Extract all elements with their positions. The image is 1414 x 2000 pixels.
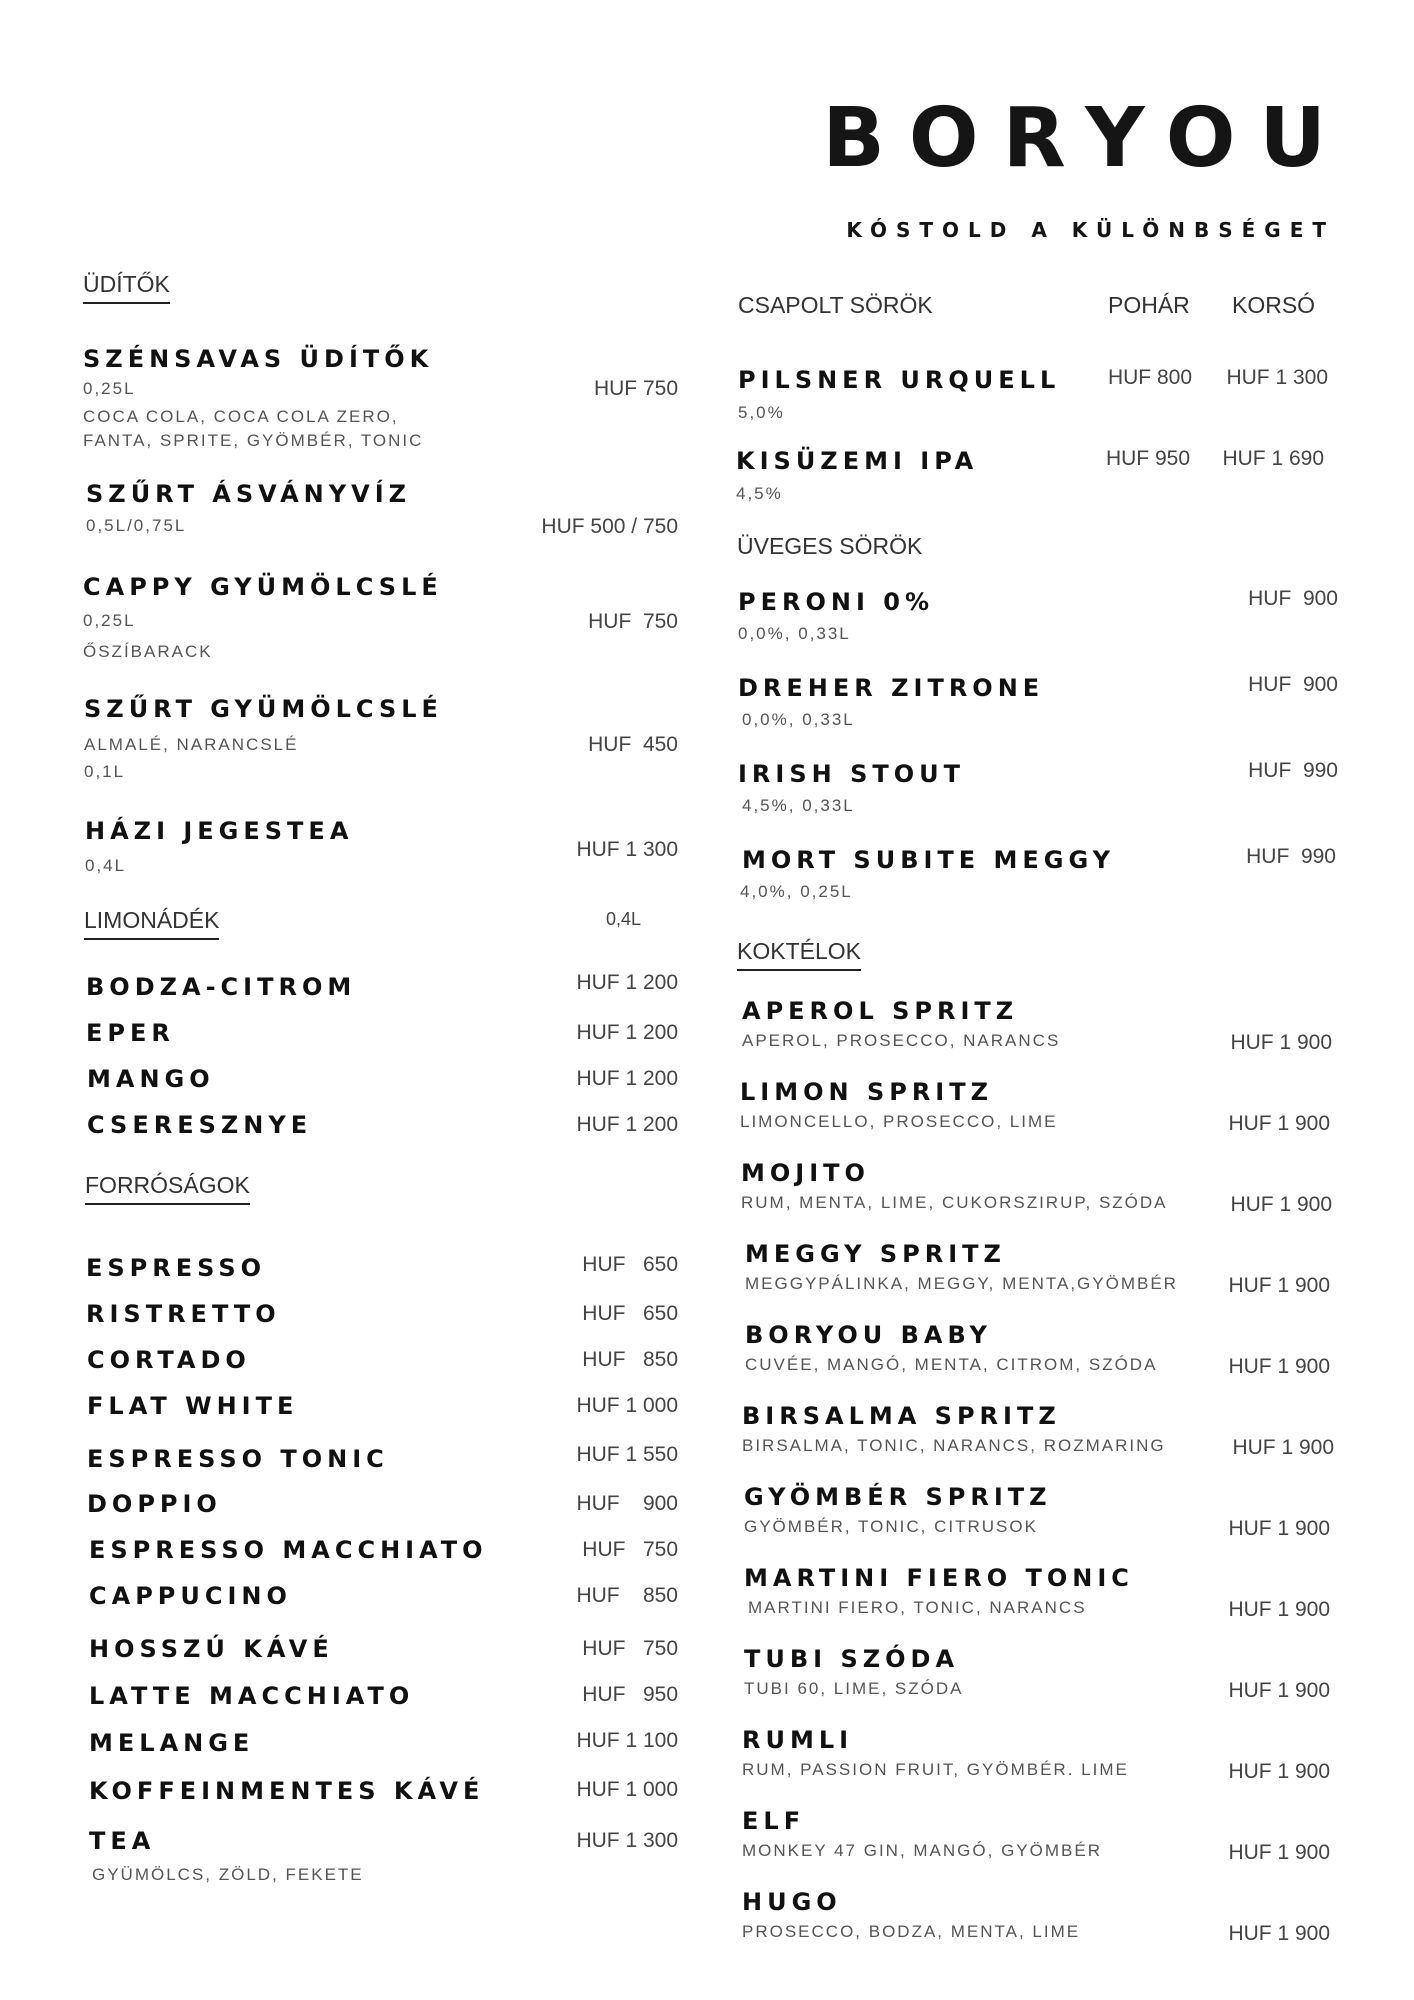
menu-item-name: MARTINI FIERO TONIC (744, 1564, 1134, 1592)
column-header-glass: POHÁR (1108, 292, 1190, 318)
brand-tagline: KÓSTOLD A KÜLÖNBSÉGET (846, 218, 1335, 242)
menu-item-detail: 5,0% (738, 403, 785, 422)
menu-item-detail: PROSECCO, BODZA, MENTA, LIME (742, 1922, 1081, 1941)
menu-item-detail: 0,0%, 0,33L (742, 710, 855, 729)
section-title-cocktails: KOKTÉLOK (737, 940, 861, 971)
menu-item-price: HUF 990 (1248, 759, 1338, 782)
menu-item-name: LATTE MACCHIATO (89, 1682, 415, 1710)
menu-item-price: HUF 1 300 (576, 838, 678, 861)
menu-item-name: LIMON SPRITZ (740, 1078, 994, 1106)
menu-item-price: HUF 1 900 (1228, 1598, 1330, 1621)
menu-item-detail: ŐSZÍBARACK (83, 642, 213, 661)
menu-item-name: GYÖMBÉR SPRITZ (744, 1483, 1052, 1511)
menu-item-name: ELF (742, 1807, 806, 1835)
menu-item-price: HUF 750 (582, 1538, 678, 1561)
menu-item-name: CAPPY GYÜMÖLCSLÉ (83, 573, 443, 601)
menu-item-detail: COCA COLA, COCA COLA ZERO, (83, 407, 399, 426)
menu-item-price: HUF 1 900 (1228, 1112, 1330, 1135)
menu-item-price: HUF 990 (1246, 845, 1336, 868)
menu-item-price: HUF 1 900 (1228, 1679, 1330, 1702)
menu-item-detail: 0,25L (83, 611, 136, 630)
menu-item-detail: ALMALÉ, NARANCSLÉ (84, 735, 299, 754)
column-header-mug: KORSÓ (1232, 292, 1316, 318)
menu-item-price: HUF 1 900 (1230, 1193, 1332, 1216)
menu-item-detail: LIMONCELLO, PROSECCO, LIME (740, 1112, 1058, 1131)
menu-item-name: MORT SUBITE MEGGY (742, 846, 1116, 874)
brand-logo: BORYOU (822, 91, 1350, 186)
menu-item-price: HUF 1 900 (1228, 1517, 1330, 1540)
menu-item-detail: RUM, MENTA, LIME, CUKORSZIRUP, SZÓDA (741, 1193, 1168, 1212)
menu-item-name: TEA (89, 1827, 156, 1855)
menu-item-price: HUF 1 200 (576, 1113, 678, 1136)
menu-item-price: HUF 750 (582, 1637, 678, 1660)
menu-item-detail: MONKEY 47 GIN, MANGÓ, GYÖMBÉR (742, 1841, 1102, 1860)
menu-item-price: HUF 1 900 (1228, 1841, 1330, 1864)
section-volume: 0,4L (606, 909, 642, 929)
menu-item-name: SZŰRT GYÜMÖLCSLÉ (84, 695, 443, 723)
section-title-lemonades: LIMONÁDÉK (84, 909, 219, 940)
menu-item-name: DOPPIO (87, 1490, 222, 1518)
menu-item-name: DREHER ZITRONE (738, 674, 1045, 702)
menu-item-price: HUF 900 (1248, 587, 1338, 610)
menu-item-name: PERONI 0% (738, 588, 934, 616)
menu-item-price: HUF 1 200 (576, 971, 678, 994)
menu-item-price: HUF 950 (582, 1683, 678, 1706)
brand-header (822, 91, 1350, 242)
menu-item-name: SZŰRT ÁSVÁNYVÍZ (86, 480, 412, 508)
menu-item-name: MOJITO (741, 1159, 870, 1187)
menu-item-detail: MARTINI FIERO, TONIC, NARANCS (748, 1598, 1087, 1617)
section-title-bottled: ÜVEGES SÖRÖK (737, 533, 923, 559)
menu-item-price: HUF 650 (582, 1302, 678, 1325)
menu-item-detail: 0,4L (85, 856, 127, 875)
menu-item-detail: FANTA, SPRITE, GYÖMBÉR, TONIC (83, 431, 424, 450)
menu-item-name: HÁZI JEGESTEA (85, 817, 354, 845)
menu-item-detail: 0,5L/0,75L (86, 516, 187, 535)
menu-item-name: CORTADO (87, 1346, 251, 1374)
menu-item-price: HUF 1 900 (1228, 1355, 1330, 1378)
menu-item-name: PILSNER URQUELL (738, 366, 1061, 394)
menu-item-price: HUF 1 200 (576, 1067, 678, 1090)
menu-item-name: BORYOU BABY (745, 1321, 992, 1349)
menu-item-detail: 4,0%, 0,25L (740, 882, 853, 901)
menu-item-name: MELANGE (89, 1729, 255, 1757)
menu-item-name: ESPRESSO (86, 1254, 267, 1282)
menu-item-price: HUF 1 300 (576, 1829, 678, 1852)
menu-item-name: BODZA-CITROM (86, 973, 357, 1001)
menu-item-price: HUF 1 200 (576, 1021, 678, 1044)
menu-item-name: CAPPUCINO (89, 1582, 292, 1610)
menu-item-name: APEROL SPRITZ (742, 997, 1019, 1025)
menu-item-price: HUF 1 900 (1228, 1760, 1330, 1783)
menu-item-name: RISTRETTO (86, 1300, 281, 1328)
menu-item-price: HUF 1 000 (576, 1778, 678, 1801)
menu-item-detail: 4,5% (736, 484, 783, 503)
menu-item-price-glass: HUF 950 (1105, 447, 1190, 470)
menu-item-name: IRISH STOUT (738, 760, 965, 788)
menu-item-name: MEGGY SPRITZ (745, 1240, 1006, 1268)
menu-item-name: KISÜZEMI IPA (736, 447, 979, 475)
menu-item-price: HUF 1 900 (1232, 1436, 1334, 1459)
menu-item-price-mug: HUF 1 690 (1222, 447, 1324, 470)
menu-item-price: HUF 1 000 (576, 1394, 678, 1417)
menu-item-price: HUF 1 900 (1230, 1031, 1332, 1054)
menu-item-name: EPER (86, 1019, 175, 1047)
menu-item-detail: GYÜMÖLCS, ZÖLD, FEKETE (92, 1865, 364, 1884)
section-title-hot: FORRÓSÁGOK (85, 1174, 250, 1205)
menu-item-price: HUF 650 (582, 1253, 678, 1276)
menu-item-name: RUMLI (742, 1726, 854, 1754)
menu-item-detail: GYÖMBÉR, TONIC, CITRUSOK (744, 1517, 1038, 1536)
menu-item-detail: APEROL, PROSECCO, NARANCS (742, 1031, 1061, 1050)
menu-item-detail: 0,25L (83, 379, 136, 398)
menu-item-name: KOFFEINMENTES KÁVÉ (89, 1777, 485, 1805)
menu-item-detail: 0,0%, 0,33L (738, 624, 851, 643)
menu-item-detail: 4,5%, 0,33L (742, 796, 855, 815)
menu-item-price: HUF 750 (593, 377, 678, 400)
menu-item-detail: RUM, PASSION FRUIT, GYÖMBÉR. LIME (742, 1760, 1129, 1779)
menu-item-price: HUF 900 (576, 1492, 678, 1515)
menu-item-name: HOSSZÚ KÁVÉ (89, 1635, 334, 1663)
menu-item-name: ESPRESSO TONIC (87, 1445, 389, 1473)
menu-item-price: HUF 1 900 (1228, 1922, 1330, 1945)
menu-item-price: HUF 1 550 (576, 1443, 678, 1466)
menu-item-name: BIRSALMA SPRITZ (742, 1402, 1061, 1430)
menu-item-price: HUF 750 (588, 610, 678, 633)
menu-item-name: SZÉNSAVAS ÜDÍTŐK (83, 345, 434, 373)
menu-item-price: HUF 500 / 750 (541, 515, 678, 538)
menu-item-name: CSERESZNYE (87, 1111, 313, 1139)
menu-item-price: HUF 850 (582, 1348, 678, 1371)
menu-item-detail: TUBI 60, LIME, SZÓDA (744, 1679, 964, 1698)
menu-item-name: FLAT WHITE (87, 1392, 299, 1420)
menu-item-name: ESPRESSO MACCHIATO (89, 1536, 488, 1564)
menu-item-price-mug: HUF 1 300 (1226, 366, 1328, 389)
menu-item-name: TUBI SZÓDA (744, 1645, 960, 1673)
menu-item-detail: BIRSALMA, TONIC, NARANCS, ROZMARING (742, 1436, 1166, 1455)
menu-item-name: MANGO (87, 1065, 215, 1093)
section-title-softdrinks: ÜDÍTŐK (83, 273, 170, 304)
menu-item-price: HUF 450 (588, 733, 678, 756)
menu-item-price: HUF 1 100 (576, 1729, 678, 1752)
menu-item-detail: 0,1L (84, 762, 126, 781)
menu-item-detail: CUVÉE, MANGÓ, MENTA, CITROM, SZÓDA (745, 1355, 1158, 1374)
menu-item-price: HUF 1 900 (1228, 1274, 1330, 1297)
menu-item-price: HUF 900 (1248, 673, 1338, 696)
section-title-tap: CSAPOLT SÖRÖK (738, 292, 933, 318)
menu-item-detail: MEGGYPÁLINKA, MEGGY, MENTA,GYÖMBÉR (745, 1274, 1178, 1293)
menu-item-price-glass: HUF 800 (1107, 366, 1192, 389)
menu-item-price: HUF 850 (576, 1584, 678, 1607)
menu-item-name: HUGO (742, 1888, 842, 1916)
